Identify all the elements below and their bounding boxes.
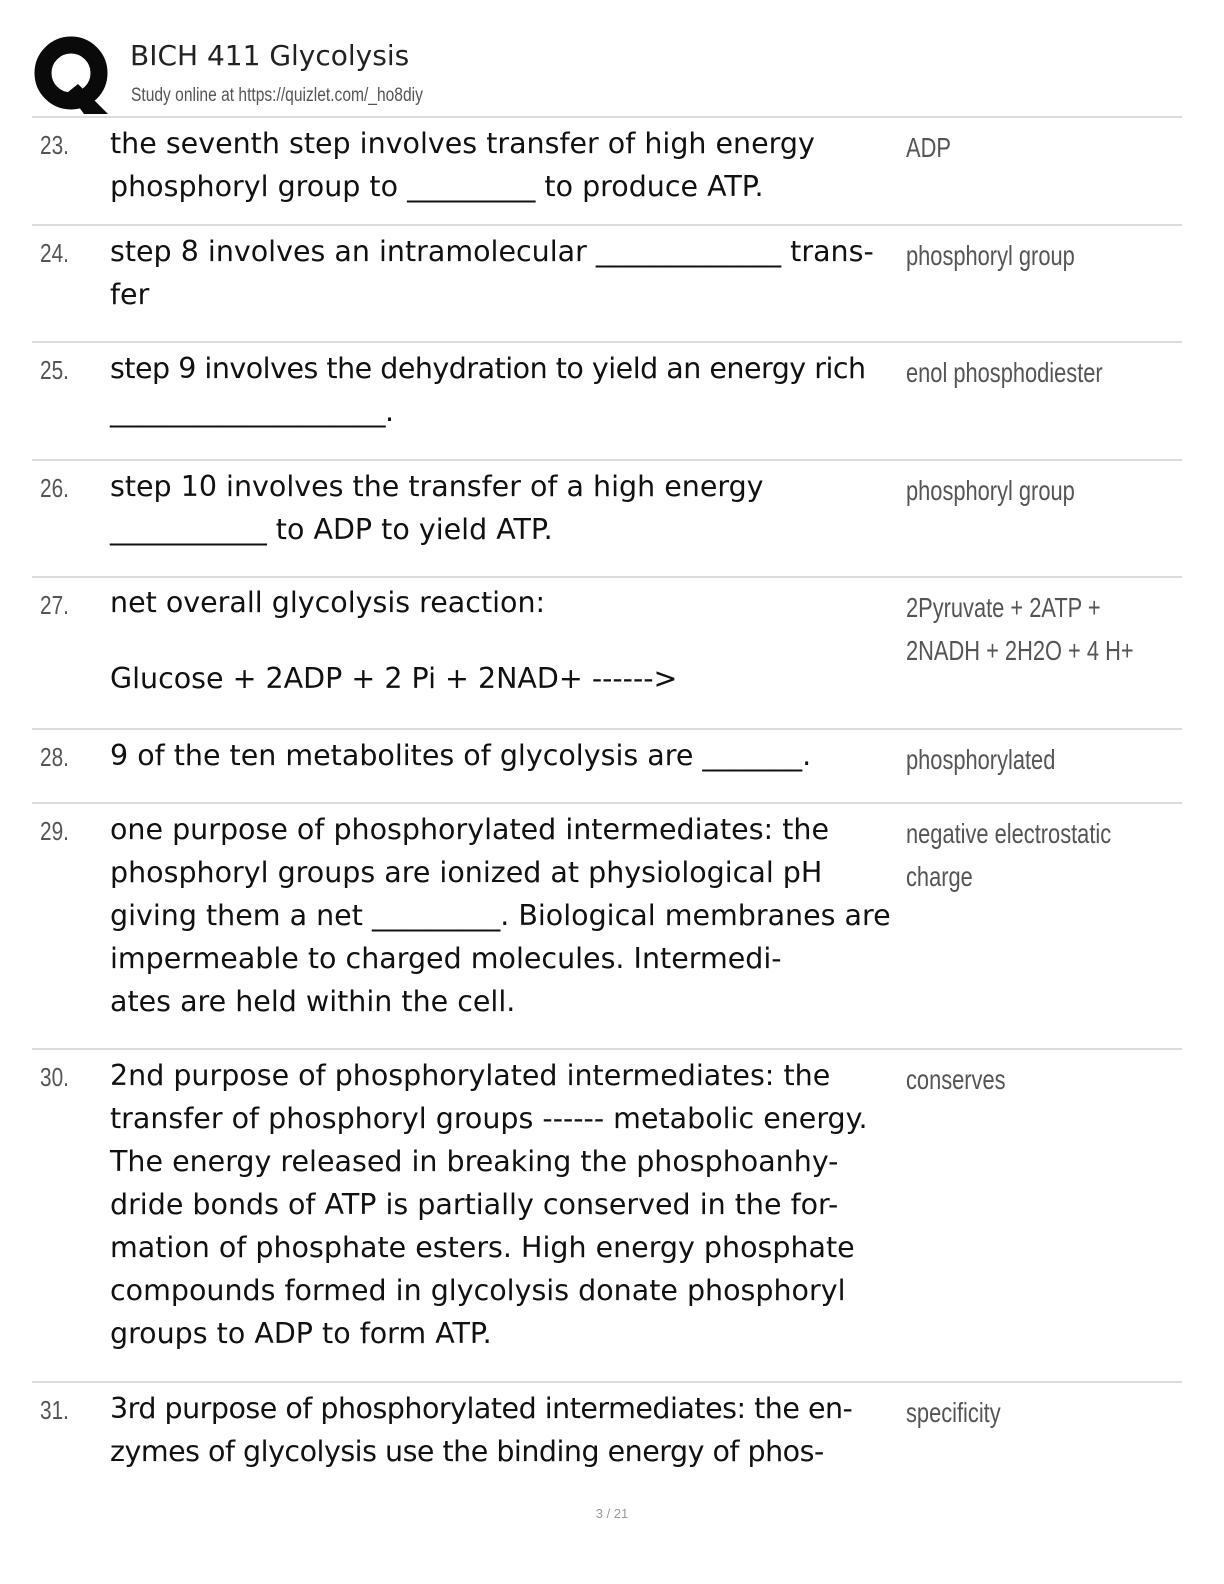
flashcard-28 <box>32 728 1182 802</box>
document-header <box>32 30 1182 116</box>
flashcard-23 <box>32 116 1182 224</box>
flashcard-26 <box>32 459 1182 576</box>
flashcard-24 <box>32 224 1182 341</box>
card-term: the seventh step involves transfer of high energy phosphoryl group to _________ to produce ATP. <box>110 127 824 203</box>
flashcard-25 <box>32 341 1182 459</box>
card-definition: phosphoryl group <box>906 475 1075 506</box>
card-number: 30. <box>40 1062 69 1092</box>
card-term: step 8 involves an intramolecular _____________ trans- fer <box>110 235 874 311</box>
flashcard-29 <box>32 802 1182 1048</box>
card-definition: enol phosphodiester <box>906 357 1103 388</box>
flashcard-list <box>32 116 1182 1491</box>
card-definition: phosphoryl group <box>906 240 1075 271</box>
card-number: 27. <box>40 590 69 620</box>
card-number: 26. <box>40 473 69 503</box>
flashcard-31 <box>32 1381 1182 1491</box>
card-term: one purpose of phosphorylated intermediates: the phosphoryl groups are ionized at physiological pH giving them a net _________. Biological membranes are impermeable to charged molecules. Intermedi- ates are held within the cell. <box>110 813 891 1018</box>
flashcard-30 <box>32 1048 1182 1381</box>
card-number: 24. <box>40 238 69 268</box>
quizlet-logo-icon <box>32 34 112 114</box>
card-definition: conserves <box>906 1064 1006 1095</box>
card-definition: 2Pyruvate + 2ATP + 2NADH + 2H2O + 4 H+ <box>906 592 1134 666</box>
document-title: BICH 411 Glycolysis <box>130 39 410 72</box>
card-number: 28. <box>40 742 69 772</box>
card-term: 2nd purpose of phosphorylated intermediates: the transfer of phosphoryl groups ------ metabolic energy. The energy released in breaking the phosphoanhy- dride bonds of ATP is partially conserved in the for- mation of phosphate esters. High energy phosphate compounds formed in glycolysis donate phosphoryl groups to ADP to form ATP. <box>110 1059 868 1350</box>
card-definition: phosphorylated <box>906 744 1056 775</box>
study-online-link[interactable]: Study online at https://quizlet.com/_ho8diy <box>131 85 423 106</box>
card-term: 3rd purpose of phosphorylated intermediates: the en- zymes of glycolysis use the binding energy of phos- <box>110 1392 853 1468</box>
card-term: 9 of the ten metabolites of glycolysis are _______. <box>110 739 812 772</box>
card-definition: negative electrostatic charge <box>906 818 1118 892</box>
card-number: 25. <box>40 355 69 385</box>
card-term: net overall glycolysis reaction: Glucose + 2ADP + 2 Pi + 2NAD+ ------> <box>110 586 678 695</box>
page-number: 3 / 21 <box>595 1506 629 1521</box>
card-definition: specificity <box>906 1397 1001 1428</box>
card-term: step 10 involves the transfer of a high energy ___________ to ADP to yield ATP. <box>110 470 773 546</box>
card-definition: ADP <box>906 132 951 163</box>
card-number: 31. <box>40 1395 69 1425</box>
flashcard-27 <box>32 576 1182 728</box>
card-term: step 9 involves the dehydration to yield an energy rich ____________________. <box>110 352 875 428</box>
card-number: 29. <box>40 816 69 846</box>
card-number: 23. <box>40 130 69 160</box>
